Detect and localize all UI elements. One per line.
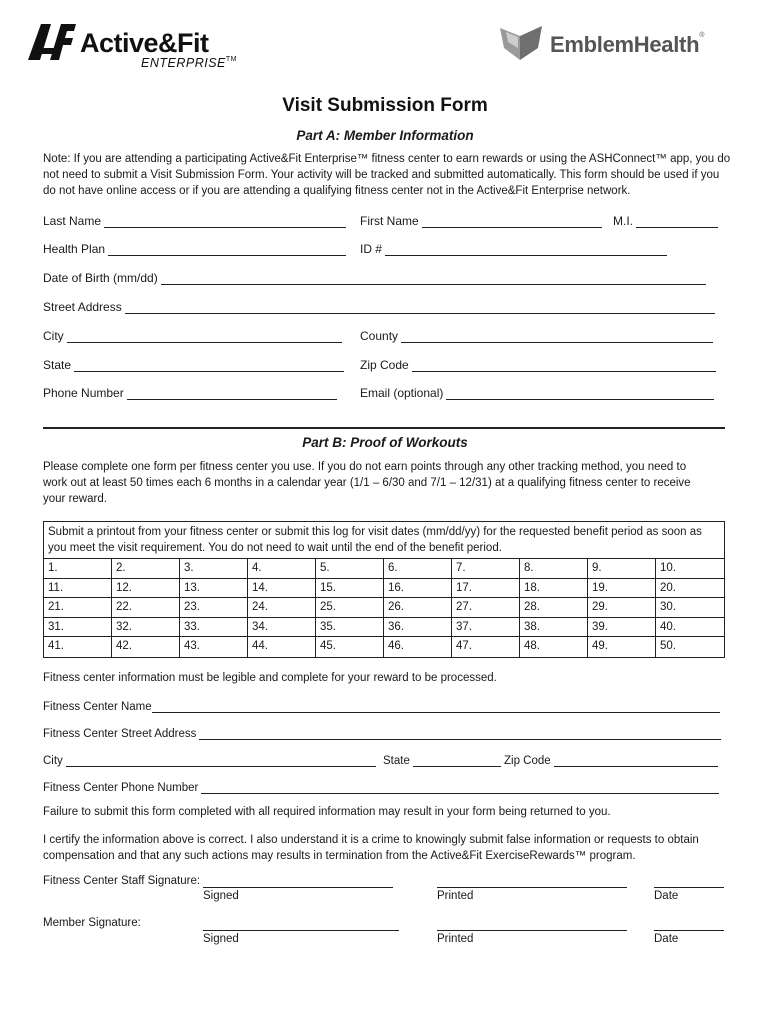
staff-signature-label: Fitness Center Staff Signature: bbox=[43, 875, 201, 887]
part-b-instructions: Please complete one form per fitness center you use. If you do not earn points through any other tracking method, you need to work out at least 50 times each 6 months in a calendar year (1/1 – 6/30 and 7/1 – 12/31) at a qualifying fitness center to receive your reward. bbox=[43, 461, 691, 505]
certification-statement: I certify the information above is correct. I also understand it is a crime to knowingly submit false information or requests to obtain compensation and that any such actions may results in termination from the Active&Fit ExerciseRewards™ program. bbox=[43, 834, 699, 862]
trademark-mark: TM bbox=[225, 56, 237, 63]
active-fit-logo bbox=[28, 24, 243, 72]
contact-row bbox=[43, 382, 725, 400]
staff-signed-caption: Signed bbox=[203, 890, 239, 902]
visit-log-cell[interactable]: 19. bbox=[588, 579, 656, 599]
visit-log-cell[interactable]: 23. bbox=[180, 598, 248, 618]
visit-log-cell[interactable]: 20. bbox=[656, 579, 724, 599]
visit-log-header: Submit a printout from your fitness center or submit this log for visit dates (mm/dd/yy) for the requested benefit period as soon as you meet the visit requirement. You do not need to wait until the end of the benefit period. bbox=[44, 522, 724, 559]
dob-row bbox=[43, 267, 725, 285]
part-a-note: Note: If you are attending a participating Active&Fit Enterprise™ fitness center to earn rewards or using the ASHConnect™ app, you do not need to submit a Visit Submission Form. Your activity will be tracked and submitted automatically. This form should be used if you do not have online access or if you are attending a qualifying fitness center not in the Active&Fit Enterprise network. bbox=[43, 153, 731, 197]
last-name-field[interactable]: Last Name bbox=[43, 210, 346, 228]
visit-log-cell[interactable]: 4. bbox=[248, 559, 316, 579]
email-field[interactable]: Email (optional) bbox=[360, 382, 714, 400]
visit-log-cell[interactable]: 44. bbox=[248, 637, 316, 657]
visit-log-cell[interactable]: 36. bbox=[384, 618, 452, 638]
emblemhealth-mark-icon bbox=[500, 26, 542, 62]
staff-printed-caption: Printed bbox=[437, 890, 474, 902]
phone-number-field[interactable]: Phone Number bbox=[43, 382, 337, 400]
state-row bbox=[43, 354, 725, 372]
visit-log-cell[interactable]: 31. bbox=[44, 618, 112, 638]
part-b-heading: Part B: Proof of Workouts bbox=[302, 435, 468, 450]
visit-log-cell[interactable]: 50. bbox=[660, 640, 676, 652]
visit-log-cell[interactable]: 39. bbox=[588, 618, 656, 638]
fitness-center-state-field[interactable]: State bbox=[383, 749, 501, 767]
section-divider bbox=[43, 427, 725, 429]
street-row bbox=[43, 296, 725, 314]
visit-log-cell[interactable]: 17. bbox=[452, 579, 520, 599]
visit-log-cell[interactable]: 18. bbox=[520, 579, 588, 599]
city-row bbox=[43, 325, 725, 343]
visit-log-cell[interactable]: 2. bbox=[112, 559, 180, 579]
visit-log-cell[interactable]: 7. bbox=[452, 559, 520, 579]
visit-log-cell[interactable]: 37. bbox=[452, 618, 520, 638]
emblemhealth-brand: EmblemHealth® bbox=[550, 32, 705, 57]
active-fit-mark-icon bbox=[28, 24, 76, 60]
visit-log-cell[interactable]: 11. bbox=[44, 579, 112, 599]
fitness-center-name-field[interactable]: Fitness Center Name bbox=[43, 695, 720, 713]
visit-log-cell[interactable]: 41. bbox=[44, 637, 112, 657]
member-signed-line[interactable] bbox=[203, 930, 399, 931]
visit-log-cell[interactable]: 47. bbox=[452, 637, 520, 657]
health-plan-field[interactable]: Health Plan bbox=[43, 238, 346, 256]
visit-log-cell[interactable]: 14. bbox=[248, 579, 316, 599]
visit-log-cell[interactable]: 6. bbox=[384, 559, 452, 579]
failure-note: Failure to submit this form completed with all required information may result in your form being returned to you. bbox=[43, 806, 611, 818]
visit-log-cell[interactable]: 9. bbox=[588, 559, 656, 579]
street-address-field[interactable]: Street Address bbox=[43, 296, 715, 314]
visit-log-cell[interactable]: 34. bbox=[248, 618, 316, 638]
member-date-line[interactable] bbox=[654, 930, 724, 931]
visit-log-cell[interactable]: 35. bbox=[316, 618, 384, 638]
member-signature-label: Member Signature: bbox=[43, 917, 141, 929]
visit-log-cell[interactable]: 33. bbox=[180, 618, 248, 638]
state-field[interactable]: State bbox=[43, 354, 344, 372]
staff-signed-line[interactable] bbox=[203, 887, 393, 888]
middle-initial-field[interactable]: M.I. bbox=[613, 210, 718, 228]
visit-log-cell[interactable]: 43. bbox=[180, 637, 248, 657]
fc-name-row bbox=[43, 695, 725, 713]
visit-log-cell[interactable]: 42. bbox=[112, 637, 180, 657]
member-id-field[interactable]: ID # bbox=[360, 238, 667, 256]
visit-log-cell[interactable]: 40. bbox=[656, 618, 724, 638]
visit-log-table bbox=[43, 521, 725, 658]
legible-note: Fitness center information must be legible and complete for your reward to be processed. bbox=[43, 672, 497, 684]
fitness-center-city-field[interactable]: City bbox=[43, 749, 376, 767]
visit-log-cell[interactable]: 25. bbox=[316, 598, 384, 618]
visit-log-cell[interactable]: 27. bbox=[452, 598, 520, 618]
visit-log-cell[interactable]: 48. bbox=[520, 637, 588, 657]
visit-log-cell[interactable]: 22. bbox=[112, 598, 180, 618]
visit-log-cell[interactable]: 30. bbox=[656, 598, 724, 618]
visit-log-cell[interactable]: 1. bbox=[44, 559, 112, 579]
visit-log-cell[interactable]: 46. bbox=[384, 637, 452, 657]
visit-log-cell[interactable]: 45. bbox=[316, 637, 384, 657]
part-a-heading: Part A: Member Information bbox=[296, 128, 474, 143]
fc-city-row bbox=[43, 749, 725, 767]
fc-street-row bbox=[43, 722, 725, 740]
visit-log-cell[interactable]: 28. bbox=[520, 598, 588, 618]
member-signed-caption: Signed bbox=[203, 933, 239, 945]
visit-log-grid bbox=[44, 559, 724, 657]
county-field[interactable]: County bbox=[360, 325, 713, 343]
member-printed-line[interactable] bbox=[437, 930, 627, 931]
staff-date-caption: Date bbox=[654, 890, 679, 902]
visit-log-cell[interactable]: 3. bbox=[180, 559, 248, 579]
registered-mark: ® bbox=[699, 32, 705, 39]
visit-log-cell[interactable]: 26. bbox=[384, 598, 452, 618]
page-title: Visit Submission Form bbox=[282, 95, 488, 116]
staff-date-line[interactable] bbox=[654, 887, 724, 888]
active-fit-brand: Active&Fit bbox=[80, 28, 209, 58]
visit-log-cell[interactable]: 16. bbox=[384, 579, 452, 599]
visit-log-cell[interactable]: 29. bbox=[588, 598, 656, 618]
active-fit-enterprise: ENTERPRISE™ bbox=[141, 56, 237, 70]
visit-log-cell[interactable]: 8. bbox=[520, 559, 588, 579]
visit-log-cell[interactable]: 10. bbox=[656, 559, 724, 579]
visit-log-cell[interactable]: 38. bbox=[520, 618, 588, 638]
fc-phone-row bbox=[43, 776, 725, 794]
visit-log-cell[interactable]: 32. bbox=[112, 618, 180, 638]
member-printed-caption: Printed bbox=[437, 933, 474, 945]
fitness-center-phone-field[interactable]: Fitness Center Phone Number bbox=[43, 776, 719, 794]
visit-log-cell[interactable]: 49. bbox=[588, 637, 656, 657]
city-field[interactable]: City bbox=[43, 325, 342, 343]
visit-log-cell[interactable]: 21. bbox=[44, 598, 112, 618]
emblemhealth-logo bbox=[500, 24, 730, 66]
visit-log-cell[interactable]: 5. bbox=[316, 559, 384, 579]
name-row bbox=[43, 210, 725, 228]
first-name-field[interactable]: First Name bbox=[360, 210, 602, 228]
fitness-center-street-field[interactable]: Fitness Center Street Address bbox=[43, 722, 721, 740]
page-header bbox=[0, 0, 770, 90]
fitness-center-zip-field[interactable]: Zip Code bbox=[504, 749, 718, 767]
visit-log-cell[interactable]: 13. bbox=[180, 579, 248, 599]
member-date-caption: Date bbox=[654, 933, 679, 945]
visit-log-cell[interactable]: 24. bbox=[248, 598, 316, 618]
plan-row bbox=[43, 238, 725, 256]
visit-log-cell[interactable]: 12. bbox=[112, 579, 180, 599]
staff-printed-line[interactable] bbox=[437, 887, 627, 888]
zip-code-field[interactable]: Zip Code bbox=[360, 354, 716, 372]
visit-log-cell[interactable]: 15. bbox=[316, 579, 384, 599]
date-of-birth-field[interactable]: Date of Birth (mm/dd) bbox=[43, 267, 706, 285]
